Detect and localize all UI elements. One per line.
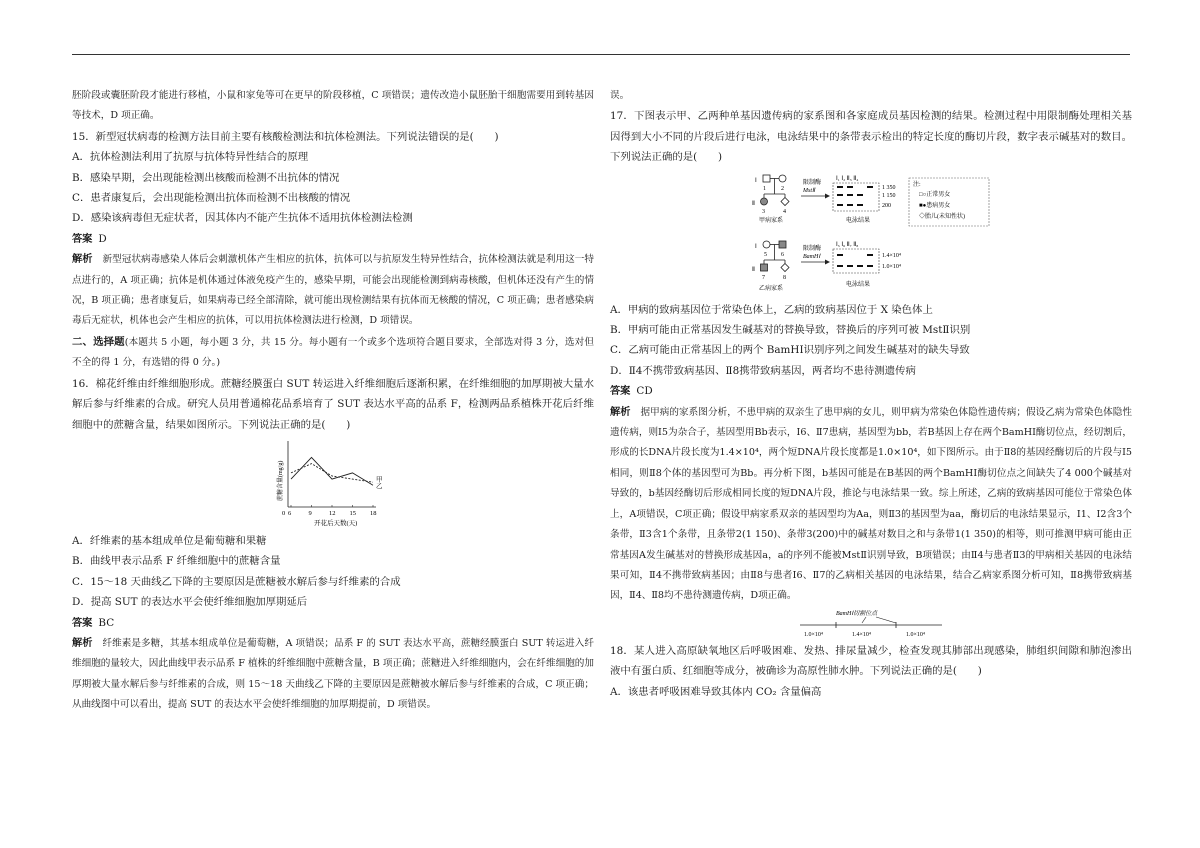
answer-label: 答案 [72,233,93,245]
bp-1.0e4: 1.0×10⁴ [882,263,901,270]
explanation-label: 解析 [72,637,93,649]
num-7: 7 [762,274,765,281]
x-tick-label: 9 [308,509,312,517]
male-affected-icon [761,264,768,271]
gen-label-1: Ⅰ [755,177,757,184]
answer-value: CD [636,385,653,398]
bp-1150: 1 150 [882,192,896,199]
answer-label: 答案 [72,617,93,629]
q18-option-a: A．该患者呼吸困难导致其体内 CO₂ 含量偏高 [610,685,822,698]
q17-option-b: B．甲病可能由正常基因发生碱基对的替换导致，替换后的序列可被 MstⅡ识别 [610,324,971,337]
explanation-label: 解析 [72,254,93,266]
cut-site-label: BamHⅠ切割位点 [836,610,878,617]
fetus-icon [781,263,789,271]
series-line-1 [291,457,373,485]
bp-1350: 1 350 [882,184,896,191]
chart-axes [288,441,376,507]
q17-option-a: A．甲病的致病基因位于常染色体上，乙病的致病基因位于 X 染色体上 [610,303,933,316]
header-rule [72,54,1130,55]
chart-labels [276,461,383,527]
q17-explanation [610,403,1132,607]
segment-3: 1.0×10⁴ [906,631,925,638]
left-column [72,86,594,716]
enzyme-name-b: BamHⅠ [803,253,821,260]
q17-option-c: C．乙病可能由正常基因上的两个 BamHⅠ识别序列之间发生碱基对的缺失导致 [610,344,970,357]
segment-1: 1.0×10⁴ [804,631,823,638]
q16-option-b: B．曲线甲表示品系 F 纤维细胞中的蔗糖含量 [72,555,281,568]
num-5: 5 [764,251,767,258]
num-2: 2 [781,185,784,192]
q16-option-c: C．15～18 天曲线乙下降的主要原因是蔗糖被水解后参与纤维素的合成 [72,575,401,588]
continued-paragraph: 胚阶段或囊胚阶段才能进行移植，小鼠和家兔等可在更早的阶段移植，C 项错误；遗传改造小鼠胚胎干细胞需要用到转基因等技术，D 项正确。 [72,90,594,122]
origin-label: 0 [282,509,286,517]
male-normal-icon [763,175,770,182]
series-label-1: 甲 [376,476,383,484]
q15-option-c: C．患者康复后，会出现能检测出抗体而检测不出核酸的情况 [72,192,351,205]
x-axis-label: 开花后天数(天) [314,519,358,527]
x-tick-label: 15 [349,509,356,517]
right-column [610,86,1132,702]
enzyme-label-b: 限制酶 [803,245,822,252]
num-4: 4 [783,208,786,215]
fetus-icon [781,197,789,205]
num-8: 8 [783,274,786,281]
q15-answer [72,229,594,250]
electro-label-b: 电泳结果 [846,281,871,288]
q17-answer [610,381,1132,402]
explanation-text: 纤维素是多糖，其基本组成单位是葡萄糖，A 项错误；品系 F 的 SUT 表达水平高，蔗糖经膜蛋白 SUT 转运进入纤维细胞的量较大，因此曲线甲表示品系 F 植株的纤维细胞中蔗糖含量，B 项正确；蔗糖进入纤维细胞内，会在纤维细胞的加厚期被大量水解后参与纤维素的合成，则 15～18 天曲线乙下降的主要原因是蔗糖被水解后参与纤维素的合成，C 项正确；从曲线图中可以看出，提高 SUT 的表达水平会使纤维细胞的加厚期提前，D 项错误。 [72,637,595,711]
num-1: 1 [763,185,766,192]
q15-option-d: D．感染该病毒但无症状者，因其体内不能产生抗体不适用抗体检测法检测 [72,212,413,225]
x-tick-label: 6 [288,509,292,517]
q16-stem: 16．棉花纤维由纤维细胞形成。蔗糖经膜蛋白 SUT 转运进入纤维细胞后逐渐积累，在纤维细胞的加厚期被大量水解后参与纤维素的合成。研究人员用普通棉花品系培育了 SUT 表达水平高的品系 F，检测两品系植株开花后纤维细胞中的蔗糖含量，结果如图所示。下列说法正确的是( ) [72,377,594,431]
num-3: 3 [762,208,765,215]
q17-option-d: D．Ⅱ4不携带致病基因、Ⅱ8携带致病基因，两者均不患待测遗传病 [610,364,916,377]
q15-stem: 15．新型冠状病毒的检测方法目前主要有核酸检测法和抗体检测法。下列说法错误的是( ) [72,130,499,143]
x-tick-label: 18 [370,509,377,517]
female-normal-icon [763,241,770,248]
gen-label-2b: Ⅱ [752,266,755,273]
bamhi-cut-site-figure [796,609,946,639]
x-tick-label: 12 [329,509,336,517]
female-normal-icon [779,175,786,182]
q18-stem: 18．某人进入高原缺氧地区后呼吸困难、发热、排尿量减少，检查发现其肺部出现感染，肺组织间隙和肺泡渗出液中有蛋白质、红细胞等成分，被确诊为高原性肺水肿。下列说法正确的是( ) [610,644,1132,678]
q16-option-d: D．提高 SUT 的表达水平会使纤维细胞加厚期延后 [72,596,308,609]
segment-2: 1.4×10⁴ [852,631,871,638]
legend-affected: ■●患病男女 [919,202,951,209]
q16-option-a: A．纤维素的基本组成单位是葡萄糖和果糖 [72,534,267,547]
continued-paragraph: 误。 [610,90,630,101]
bands-a [837,186,873,206]
gen-label-2: Ⅱ [752,200,755,207]
y-axis-label: 蔗糖含量(mg/g) [278,460,284,501]
bp-200: 200 [882,202,891,209]
answer-value: D [98,232,107,245]
chart-marks [291,457,373,485]
q16-answer [72,613,594,634]
bp-1.4e4: 1.4×10⁴ [882,252,901,259]
enzyme-name: MstⅡ [803,187,815,194]
pedigree-electrophoresis-figure [751,170,991,298]
female-affected-icon [761,198,768,205]
q15-option-b: B．感染早期，会出现能检测出核酸而检测不出抗体的情况 [72,171,340,184]
num-6: 6 [781,251,784,258]
enzyme-label: 限制酶 [803,179,822,186]
family-a-label: 甲病家系 [759,217,784,224]
explanation-text: 据甲病的家系图分析，不患甲病的双亲生了患甲病的女儿，则甲病为常染色体隐性遗传病；假设乙病为常染色体隐性遗传病，则Ⅰ5为杂合子，基因型用Bb表示，Ⅰ6、Ⅱ7患病，基因型为bb，若B基因上存在两个BamHⅠ酶切位点，经切割后，形成的长DNA片段长度为1.4×10⁴，两个短DNA片段长度都是1.0×10⁴，如下图所示。由于Ⅱ8的基因经酶切后的片段与Ⅰ5相同，则Ⅱ8个体的基因型可为Bb。再分析下图，b基因可能是在B基因的两个BamHⅠ酶切位点之间缺失了4 000个碱基对导致的，b基因经酶切后形成相同长度的短DNA片段，推论与电泳结果一致。综上所述，乙病的致病基因可能位于常染色体上，A项错误，C项正确；假设甲病家系双亲的基因型均为Aa，则Ⅱ3的基因型为aa，酶切后的电泳结果显示，Ⅰ1、Ⅰ2含3个条带，Ⅱ3含1个条带，且条带2(1 150)、条带3(200)中的碱基对数目之和与条带1(1 350)的相等，则可推测甲病可能由正常基因A发生碱基对的替换形成基因a，a的序列不能被MstⅡ识别导致，B项错误；由Ⅱ4与患者Ⅱ3的甲病相关基因的电泳结果可知，Ⅱ4不携带致病基因；由Ⅱ8与患者Ⅰ6、Ⅱ7的乙病相关基因的电泳结果，结合乙病家系图分析可知，Ⅱ8携带致病基因，Ⅱ4、Ⅱ8均不患待测遗传病，D项正确。 [610,406,1133,602]
series-label-2: 乙 [376,483,383,491]
lanes-b: Ⅰ₅ Ⅰ₆ Ⅱ₇ Ⅱ₈ [836,241,859,248]
lanes-a: Ⅰ₁ Ⅰ₂ Ⅱ₃ Ⅱ₄ [836,175,859,182]
legend-fetus: ◇胎儿(未知性状) [919,213,965,220]
explanation-text: 新型冠状病毒感染人体后会刺激机体产生相应的抗体，抗体可以与抗原发生特异性结合，抗体检测法就是利用这一特点进行的，A 项正确；抗体是机体通过体液免疫产生的，感染早期，可能会出现能检测到病毒核酸，但机体还没有产生的情况，B 项正确；患者康复后，如果病毒已经全部清除，就可能出现检测结果有抗体而无核酸的情况，C 项正确；患者感染病毒后无症状，机体也会产生相应的抗体，可以用抗体检测法进行检测，D 项错误。 [72,254,595,327]
section-2-heading [72,332,594,374]
legend-normal: □○正常男女 [919,191,951,198]
answer-label: 答案 [610,386,631,398]
q15-explanation [72,250,594,332]
gel-b [833,249,879,273]
section-note: (本题共 5 小题，每小题 3 分，共 15 分。每小题有一个或多个选项符合题目要求，全部选对得 3 分，选对但不全的得 1 分，有选错的得 0 分。) [72,336,594,369]
answer-value: BC [98,616,115,629]
legend-title: 注: [913,181,921,188]
bands-b [837,254,873,267]
male-affected-icon [779,241,786,248]
explanation-label: 解析 [610,406,631,418]
family-b-label: 乙病家系 [759,285,784,292]
electro-label-a: 电泳结果 [846,217,871,224]
q16-explanation [72,634,594,716]
section-title: 二、选择题 [72,335,125,348]
q17-stem: 17．下图表示甲、乙两种单基因遗传病的家系图和各家庭成员基因检测的结果。检测过程中用限制酶处理相关基因得到大小不同的片段后进行电泳，电泳结果中的条带表示检出的特定长度的酶切片段，数字表示碱基对的数目。下列说法正确的是( ) [610,110,1132,164]
gen-label-1b: Ⅰ [755,243,757,250]
sucrose-line-chart [258,437,408,529]
q15-option-a: A．抗体检测法利用了抗原与抗体特异性结合的原理 [72,151,309,164]
